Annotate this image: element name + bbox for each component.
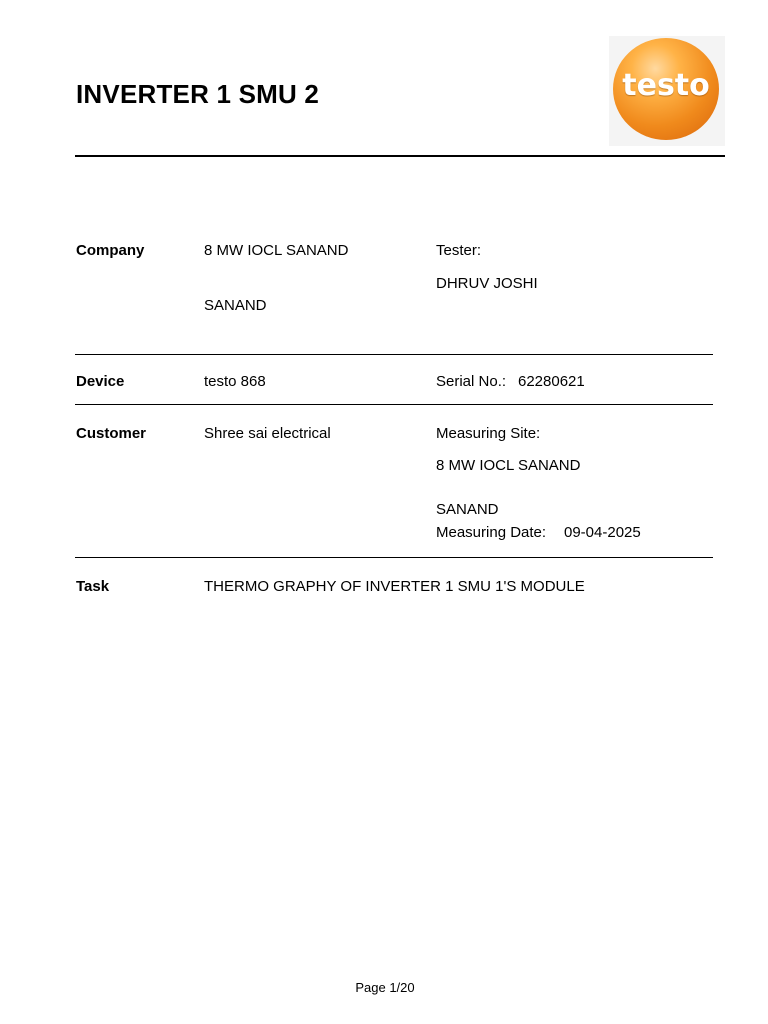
header-divider xyxy=(75,155,725,157)
measuring-site-label: Measuring Site: xyxy=(436,425,541,442)
tester-label: Tester: xyxy=(436,242,482,259)
device-label: Device xyxy=(76,373,125,390)
testo-logo xyxy=(609,36,725,146)
page-title: INVERTER 1 SMU 2 xyxy=(76,79,320,109)
company-label: Company xyxy=(76,242,145,259)
company-line1: 8 MW IOCL SANAND xyxy=(204,242,349,259)
measuring-site-line1: 8 MW IOCL SANAND xyxy=(436,457,581,474)
company-divider xyxy=(75,354,713,355)
device-divider xyxy=(75,404,713,405)
page-number: Page 1/20 xyxy=(355,980,415,995)
measuring-date-value: 09-04-2025 xyxy=(564,524,641,541)
serial-value: 62280621 xyxy=(518,373,585,390)
task-label: Task xyxy=(76,578,110,595)
serial-label: Serial No.: xyxy=(436,373,507,390)
device-value: testo 868 xyxy=(204,373,266,390)
tester-name: DHRUV JOSHI xyxy=(436,275,538,292)
customer-divider xyxy=(75,557,713,558)
company-line2: SANAND xyxy=(204,297,267,314)
customer-value: Shree sai electrical xyxy=(204,425,331,442)
customer-label: Customer xyxy=(76,425,147,442)
logo-text: testo xyxy=(622,68,710,103)
measuring-date-label: Measuring Date: xyxy=(436,524,547,541)
task-value: THERMO GRAPHY OF INVERTER 1 SMU 1'S MODULE xyxy=(204,578,585,595)
measuring-site-line2: SANAND xyxy=(436,501,499,518)
